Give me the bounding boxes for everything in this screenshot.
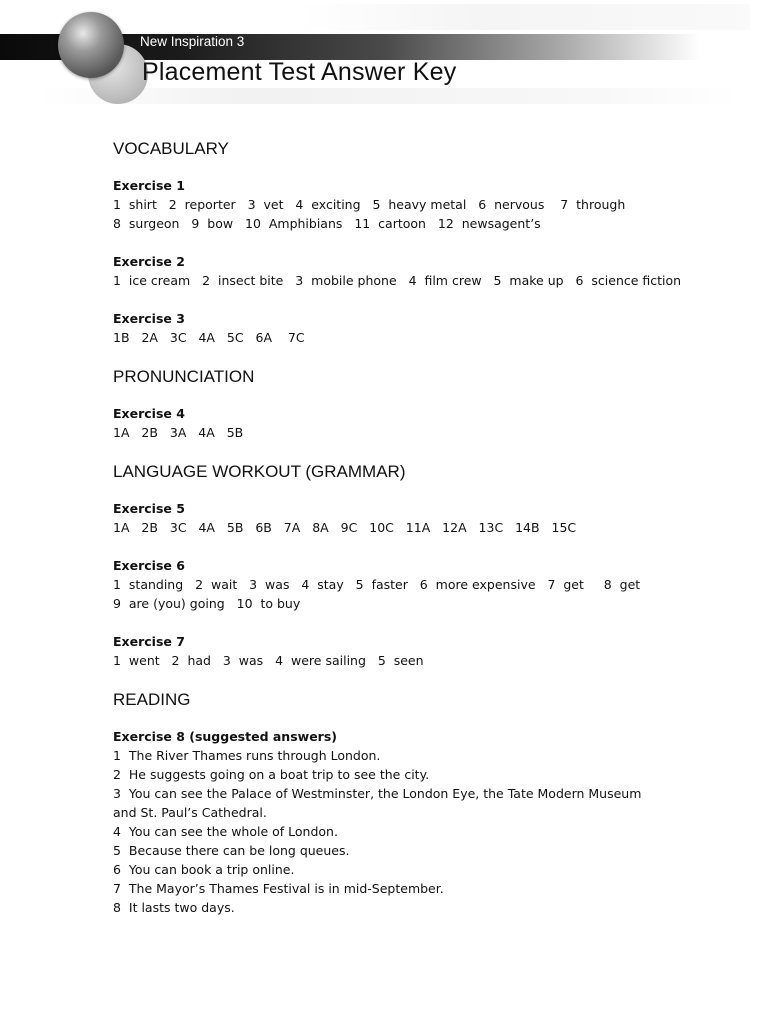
answer-line: 1A 2B 3C 4A 5B 6B 7A 8A 9C 10C 11A 12A 13C 14B 15C <box>113 520 577 535</box>
answer-line: 6 You can book a trip online. <box>113 862 295 877</box>
answer-line: 4 You can see the whole of London. <box>113 824 338 839</box>
section <box>113 461 713 670</box>
answer-line: 1 standing 2 wait 3 was 4 stay 5 faster 6 more expensive 7 get 8 get <box>113 577 641 592</box>
decorative-sphere <box>58 12 124 78</box>
answer-line: 1 The River Thames runs through London. <box>113 748 381 763</box>
section <box>113 689 713 917</box>
answer-line: 3 You can see the Palace of Westminster, the London Eye, the Tate Modern Museum <box>113 786 642 801</box>
exercise-title: Exercise 5 <box>113 501 185 516</box>
exercise-title: Exercise 6 <box>113 558 185 573</box>
section-heading: PRONUNCIATION <box>113 367 255 386</box>
section <box>113 138 713 347</box>
exercise-block <box>113 556 713 613</box>
series-name: New Inspiration 3 <box>140 34 245 49</box>
answer-key-content <box>113 138 713 936</box>
section-heading: VOCABULARY <box>113 139 229 158</box>
exercise-title: Exercise 3 <box>113 311 185 326</box>
answer-line: 1 ice cream 2 insect bite 3 mobile phone 4 film crew 5 make up 6 science fiction <box>113 273 682 288</box>
answer-line: 8 It lasts two days. <box>113 900 235 915</box>
exercise-title: Exercise 7 <box>113 634 185 649</box>
answer-line: 1A 2B 3A 4A 5B <box>113 425 244 440</box>
exercise-block <box>113 176 713 233</box>
answer-line: 7 The Mayor’s Thames Festival is in mid-September. <box>113 881 444 896</box>
answer-line: 2 He suggests going on a boat trip to see the city. <box>113 767 430 782</box>
exercise-block <box>113 632 713 670</box>
exercise-title: Exercise 4 <box>113 406 185 421</box>
section-heading: READING <box>113 690 191 709</box>
exercise-title: Exercise 8 (suggested answers) <box>113 729 337 744</box>
answer-line: 1 shirt 2 reporter 3 vet 4 exciting 5 heavy metal 6 nervous 7 through <box>113 197 626 212</box>
exercise-title: Exercise 1 <box>113 178 185 193</box>
answer-line: 5 Because there can be long queues. <box>113 843 350 858</box>
exercise-block <box>113 309 713 347</box>
section-heading: LANGUAGE WORKOUT (GRAMMAR) <box>113 462 406 481</box>
page-title: Placement Test Answer Key <box>142 58 457 86</box>
header-decoration-shadow <box>40 88 740 104</box>
exercise-title: Exercise 2 <box>113 254 185 269</box>
exercise-block <box>113 727 713 917</box>
exercise-block <box>113 252 713 290</box>
answer-line: and St. Paul’s Cathedral. <box>113 805 267 820</box>
answer-line: 1 went 2 had 3 was 4 were sailing 5 seen <box>113 653 424 668</box>
exercise-block <box>113 404 713 442</box>
exercise-block <box>113 499 713 537</box>
section <box>113 366 713 442</box>
answer-line: 9 are (you) going 10 to buy <box>113 596 301 611</box>
header-decoration-light <box>300 4 750 30</box>
answer-line: 1B 2A 3C 4A 5C 6A 7C <box>113 330 305 345</box>
page-header <box>0 0 768 110</box>
answer-line: 8 surgeon 9 bow 10 Amphibians 11 cartoon 12 newsagent’s <box>113 216 541 231</box>
